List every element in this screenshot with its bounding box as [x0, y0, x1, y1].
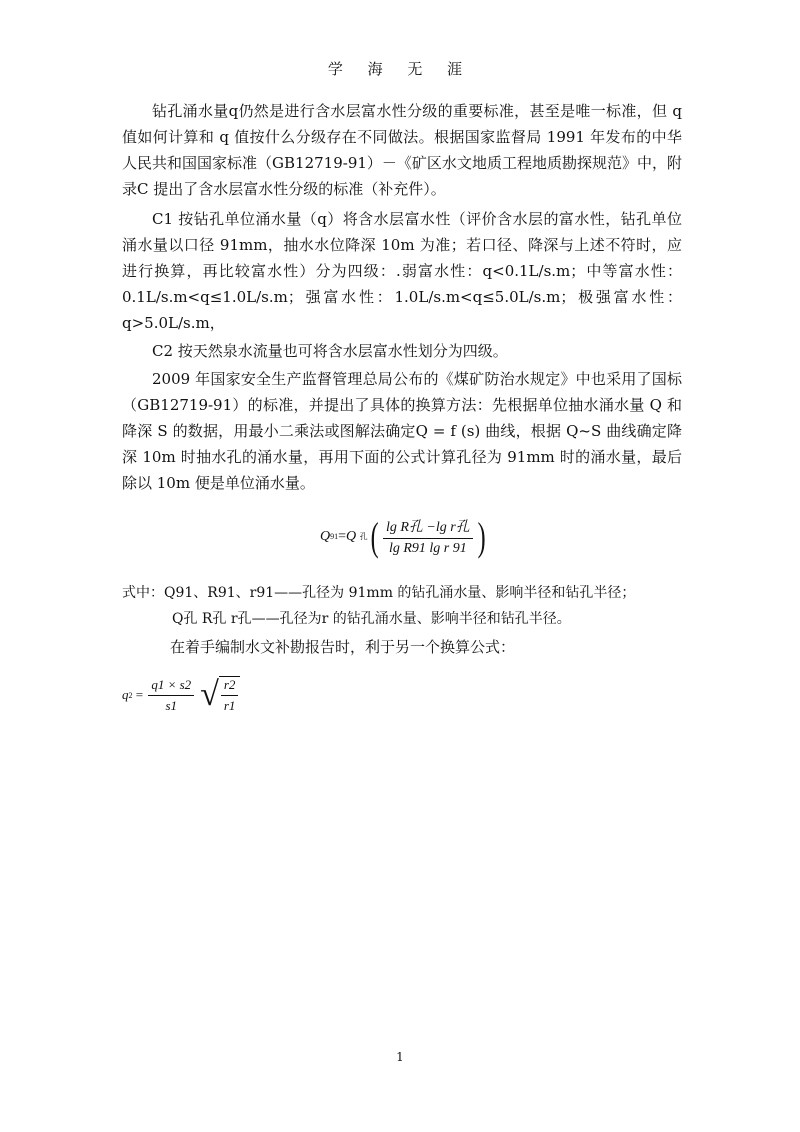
right-paren: )	[477, 513, 486, 559]
sqrt-denominator: r1	[223, 698, 236, 713]
formula-lhs: Q	[320, 528, 331, 544]
formula-equals: =	[338, 528, 347, 544]
formula-denominator: lg R91 lg r 91	[388, 541, 467, 556]
paragraph-1: 钻孔涌水量q仍然是进行含水层富水性分级的重要标准，甚至是唯一标准，但 q 值如何计算和 q 值按什么分级存在不同做法。根据国家监督局 1991 年发布的中华人民共和国国家标准（GB12719-91）－《矿区水文地质工程地质勘探规范》中，附录C 提出了含水层富水性分级的标准（补充件）。	[122, 102, 682, 198]
page-number: 1	[396, 1050, 404, 1064]
sqrt-numerator: r2	[221, 677, 239, 696]
paragraph-2: C1 按钻孔单位涌水量（q）将含水层富水性（评价含水层的富水性，钻孔单位涌水量以口径 91mm，抽水水位降深 10m 为准；若口径、降深与上述不符时，应进行换算，再比较富水性）分为四级：.弱富水性：q<0.1L/s.m；中等富水性：0.1L/s.m<q≤1.0L/s.m；强富水性：1.0L/s.m<q≤5.0L/s.m；极强富水性：q>5.0L/s.m，	[122, 210, 682, 332]
formula-numerator: lg R孔 −lg r孔	[383, 516, 473, 539]
formula-fraction	[383, 516, 473, 557]
formula-q-subscript: 孔	[359, 532, 368, 541]
formula2-denominator: s1	[165, 697, 178, 713]
conversion-formula	[320, 513, 488, 559]
formula2-lhs-subscript: 2	[128, 690, 133, 700]
formula-lhs-subscript: 91	[330, 532, 339, 541]
legend-line-2: Q孔 R孔 r孔——孔径为r 的钻孔涌水量、影响半径和钻孔半径。	[172, 611, 571, 627]
alternate-formula: q 2 = $\frac{q1 \times s2}{s1}$ √ $\frac{r2}{r1}$	[122, 676, 240, 714]
page-header: 学 海 无 涯	[327, 60, 473, 78]
formula2-fraction	[148, 677, 194, 714]
square-root	[200, 676, 240, 714]
sqrt-fraction	[221, 677, 239, 714]
legend-line-1: 式中：Q91、R91、r91——孔径为 91mm 的钻孔涌水量、影响半径和钻孔半径；	[122, 585, 636, 601]
radical-sign: √	[200, 676, 219, 713]
paragraph-3: C2 按天然泉水流量也可将含水层富水性划分为四级。	[152, 342, 508, 360]
formula-legend	[122, 580, 635, 632]
left-paren: (	[370, 513, 379, 559]
formula2-numerator: q1 × s2	[148, 677, 194, 696]
note-text: 在着手编制水文补勘报告时，利于另一个换算公式：	[170, 638, 516, 656]
paragraph-4: 2009 年国家安全生产监督管理总局公布的《煤矿防治水规定》中也采用了国标（GB12719-91）的标准，并提出了具体的换算方法：先根据单位抽水涌水量 Q 和降深 S 的数据，用最小二乘法或图解法确定Q = f (s) 曲线，根据 Q~S 曲线确定降深 10m 时抽水孔的涌水量，再用下面的公式计算孔径为 91mm 时的涌水量，最后除以 10m 便是单位涌水量。	[122, 370, 682, 492]
formula-q: Q	[346, 528, 357, 544]
formula2-lhs: q	[122, 687, 129, 702]
document-body	[122, 98, 682, 498]
